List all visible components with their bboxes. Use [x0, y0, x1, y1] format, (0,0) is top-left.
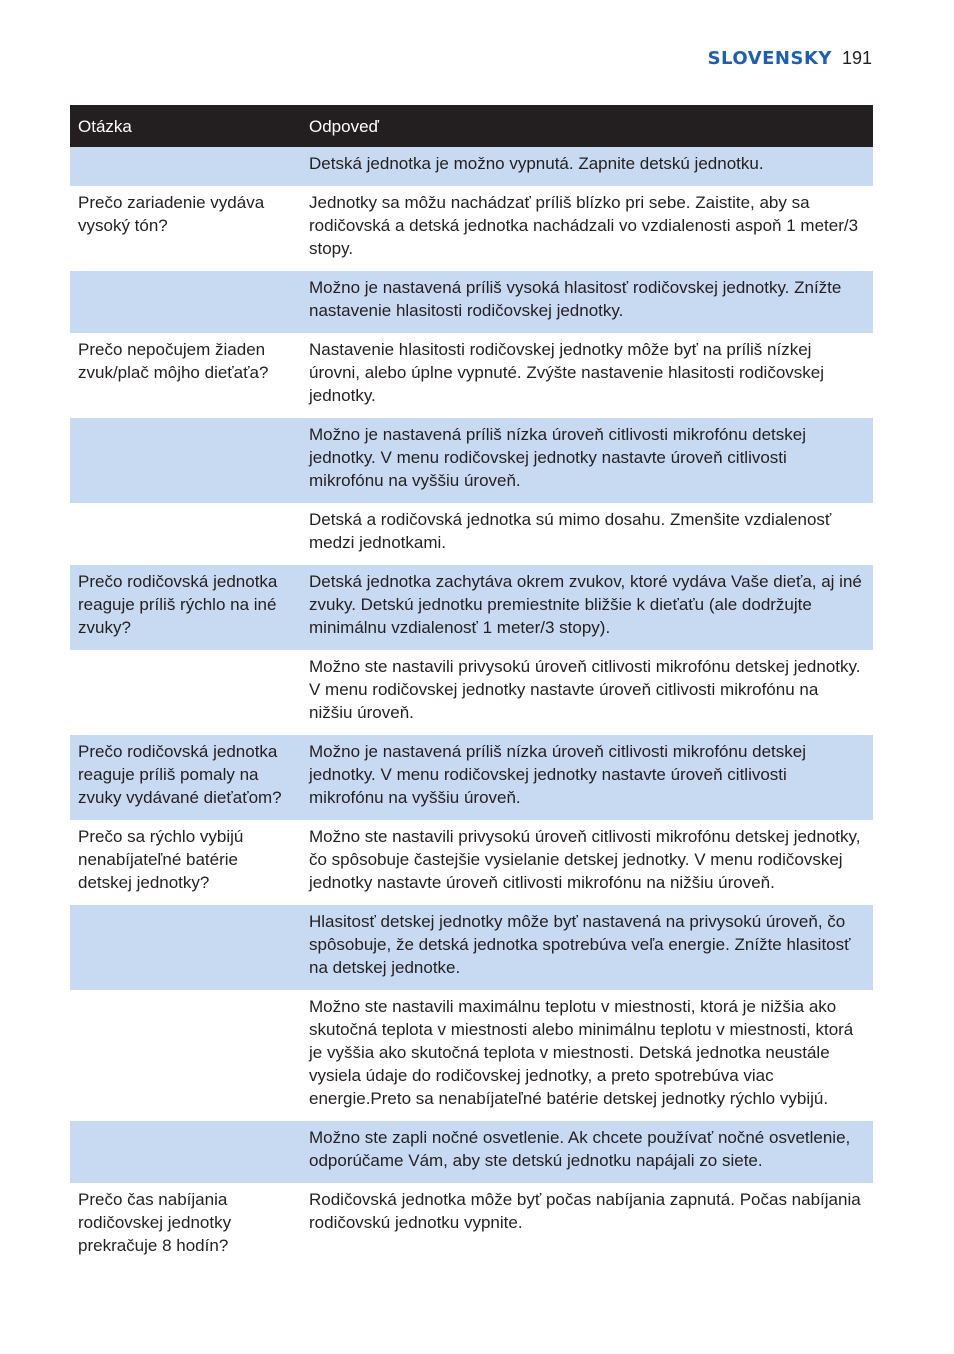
answer-cell: Možno je nastavená príliš nízka úroveň citlivosti mikrofónu detskej jednotky. V menu rodičovskej jednotky nastavte úroveň citlivosti mikrofónu na vyššiu úroveň.	[301, 735, 873, 820]
table-row	[70, 418, 873, 503]
table-row	[70, 333, 873, 418]
question-cell	[70, 905, 301, 990]
troubleshooting-table	[70, 105, 873, 1268]
table-row	[70, 735, 873, 820]
answer-cell: Možno je nastavená príliš vysoká hlasitosť rodičovskej jednotky. Znížte nastavenie hlasitosti rodičovskej jednotky.	[301, 271, 873, 333]
question-cell	[70, 650, 301, 735]
table-row	[70, 186, 873, 271]
page-header	[708, 48, 872, 69]
table-header-row	[70, 105, 873, 147]
question-cell: Prečo zariadenie vydáva vysoký tón?	[70, 186, 301, 271]
question-cell	[70, 147, 301, 186]
question-cell	[70, 1121, 301, 1183]
question-cell	[70, 503, 301, 565]
question-cell: Prečo rodičovská jednotka reaguje príliš rýchlo na iné zvuky?	[70, 565, 301, 650]
table-row	[70, 820, 873, 905]
table-row	[70, 1183, 873, 1268]
answer-cell: Hlasitosť detskej jednotky môže byť nastavená na privysokú úroveň, čo spôsobuje, že detská jednotka spotrebúva veľa energie. Znížte hlasitosť na detskej jednotke.	[301, 905, 873, 990]
answer-cell: Možno je nastavená príliš nízka úroveň citlivosti mikrofónu detskej jednotky. V menu rodičovskej jednotky nastavte úroveň citlivosti mikrofónu na vyššiu úroveň.	[301, 418, 873, 503]
answer-cell: Možno ste nastavili privysokú úroveň citlivosti mikrofónu detskej jednotky, čo spôsobuje častejšie vysielanie detskej jednotky. V menu rodičovskej jednotky nastavte úroveň citlivosti mikrofónu na nižšiu úroveň.	[301, 820, 873, 905]
question-cell: Prečo nepočujem žiaden zvuk/plač môjho dieťaťa?	[70, 333, 301, 418]
answer-cell: Jednotky sa môžu nachádzať príliš blízko pri sebe. Zaistite, aby sa rodičovská a detská jednotka nachádzali vo vzdialenosti aspoň 1 meter/3 stopy.	[301, 186, 873, 271]
answer-cell: Možno ste nastavili privysokú úroveň citlivosti mikrofónu detskej jednotky. V menu rodičovskej jednotky nastavte úroveň citlivosti mikrofónu na nižšiu úroveň.	[301, 650, 873, 735]
answer-cell: Možno ste nastavili maximálnu teplotu v miestnosti, ktorá je nižšia ako skutočná teplota v miestnosti alebo minimálnu teplotu v miestnosti, ktorá je vyššia ako skutočná teplota v miestnosti. Detská jednotka neustále vysiela údaje do rodičovskej jednotky, a preto spotrebúva viac energie.Preto sa nenabíjateľné batérie detskej jednotky rýchlo vybijú.	[301, 990, 873, 1121]
answer-cell: Nastavenie hlasitosti rodičovskej jednotky môže byť na príliš nízkej úrovni, alebo úplne vypnuté. Zvýšte nastavenie hlasitosti rodičovskej jednotky.	[301, 333, 873, 418]
question-cell	[70, 990, 301, 1121]
table-row	[70, 147, 873, 186]
answer-cell: Možno ste zapli nočné osvetlenie. Ak chcete používať nočné osvetlenie, odporúčame Vám, aby ste detskú jednotku napájali zo siete.	[301, 1121, 873, 1183]
table-row	[70, 905, 873, 990]
answer-cell: Rodičovská jednotka môže byť počas nabíjania zapnutá. Počas nabíjania rodičovskú jednotku vypnite.	[301, 1183, 873, 1268]
table-row	[70, 271, 873, 333]
table-row	[70, 565, 873, 650]
question-cell	[70, 271, 301, 333]
table-row	[70, 990, 873, 1121]
language-label: SLOVENSKY	[707, 48, 832, 69]
table-row	[70, 503, 873, 565]
page-number: 191	[841, 48, 872, 68]
question-cell: Prečo čas nabíjania rodičovskej jednotky prekračuje 8 hodín?	[70, 1183, 301, 1268]
answer-cell: Detská jednotka je možno vypnutá. Zapnite detskú jednotku.	[301, 147, 873, 186]
answer-cell: Detská jednotka zachytáva okrem zvukov, ktoré vydáva Vaše dieťa, aj iné zvuky. Detskú jednotku premiestnite bližšie k dieťaťu (ale dodržujte minimálnu vzdialenosť 1 meter/3 stopy).	[301, 565, 873, 650]
table-row	[70, 1121, 873, 1183]
question-cell: Prečo sa rýchlo vybijú nenabíjateľné batérie detskej jednotky?	[70, 820, 301, 905]
column-header-question: Otázka	[70, 105, 301, 147]
column-header-answer: Odpoveď	[301, 105, 873, 147]
answer-cell: Detská a rodičovská jednotka sú mimo dosahu. Zmenšite vzdialenosť medzi jednotkami.	[301, 503, 873, 565]
question-cell	[70, 418, 301, 503]
question-cell: Prečo rodičovská jednotka reaguje príliš pomaly na zvuky vydávané dieťaťom?	[70, 735, 301, 820]
table-row	[70, 650, 873, 735]
